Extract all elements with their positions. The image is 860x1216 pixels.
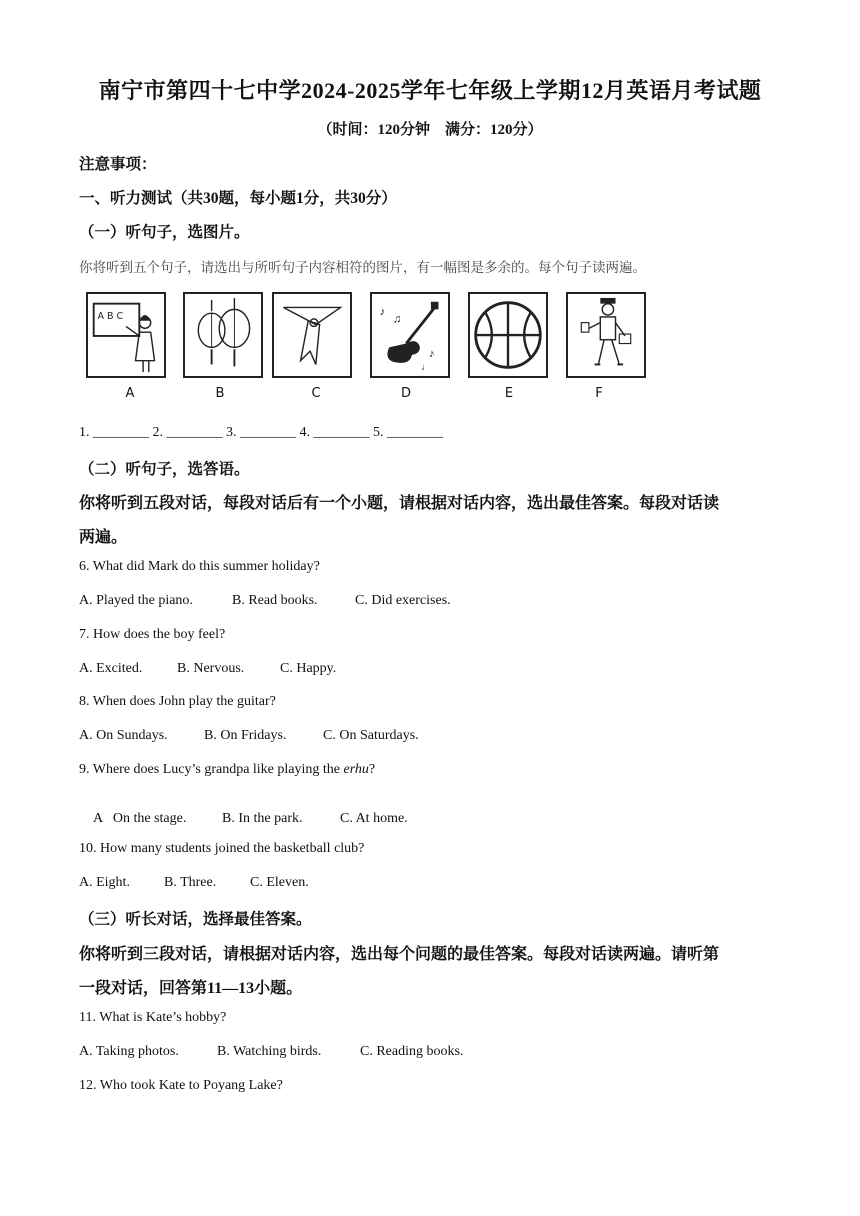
postman-icon xyxy=(568,294,644,376)
options-9 xyxy=(79,795,408,843)
option-9c: C. At home. xyxy=(340,811,408,826)
lanterns-icon xyxy=(185,294,261,376)
option-9b: B. In the park. xyxy=(222,811,303,826)
exam-subtitle: （时间：120分钟 满分：120分） xyxy=(317,122,543,138)
sec3-heading: （三）听长对话，选择最佳答案。 xyxy=(79,911,312,928)
question-10: 10. How many students joined the basketball club? xyxy=(79,841,365,856)
sec2-instruction-line2: 两遍。 xyxy=(79,529,128,546)
option-11c: C. Reading books. xyxy=(360,1044,464,1059)
options-8 xyxy=(79,728,419,744)
picture-label-b: B xyxy=(215,386,225,401)
picture-label-d: D xyxy=(400,386,411,401)
exam-title: 南宁市第四十七中学2024-2025学年七年级上学期12月英语月考试题 xyxy=(98,78,762,103)
svg-text:♪: ♪ xyxy=(429,347,435,360)
part1-heading: 一、听力测试（共30题，每小题1分，共30分） xyxy=(79,190,397,207)
question-12: 12. Who took Kate to Poyang Lake? xyxy=(79,1078,283,1093)
picture-label-e: E xyxy=(504,386,514,401)
option-9a: A On the stage. xyxy=(93,811,187,826)
option-6a: A. Played the piano. xyxy=(79,593,193,608)
option-7c: C. Happy. xyxy=(280,661,337,676)
sec1-heading: （一）听句子，选图片。 xyxy=(79,224,250,241)
basketball-icon xyxy=(470,294,546,376)
options-6 xyxy=(79,593,451,609)
question-8: 8. When does John play the guitar? xyxy=(79,694,276,709)
sec2-instruction-line1: 你将听到五段对话，每段对话后有一个小题，请根据对话内容，选出最佳答案。每段对话读 xyxy=(79,495,720,512)
svg-text:♪: ♪ xyxy=(379,306,386,319)
picture-label-f: F xyxy=(595,386,603,401)
options-11 xyxy=(79,1044,463,1060)
svg-text:♫: ♫ xyxy=(392,313,402,326)
options-10 xyxy=(79,875,309,891)
option-10c: C. Eleven. xyxy=(250,875,309,890)
sec2-heading: （二）听句子，选答语。 xyxy=(79,461,250,478)
notice-heading: 注意事项： xyxy=(79,156,157,173)
option-6c: C. Did exercises. xyxy=(355,593,451,608)
question-9-erhu: erhu xyxy=(343,762,369,777)
picture-d xyxy=(370,292,450,378)
option-8b: B. On Fridays. xyxy=(204,728,287,743)
teacher-at-blackboard-icon xyxy=(88,294,164,376)
picture-e xyxy=(468,292,548,378)
picture-label-c: C xyxy=(311,386,321,401)
option-11a: A. Taking photos. xyxy=(79,1044,179,1059)
picture-label-a: A xyxy=(125,386,135,401)
option-7b: B. Nervous. xyxy=(177,661,245,676)
picture-a xyxy=(86,292,166,378)
answer-blanks: 1. ________ 2. ________ 3. ________ 4. ________ 5. ________ xyxy=(79,425,443,440)
picture-f xyxy=(566,292,646,378)
svg-text:♩: ♩ xyxy=(421,363,431,374)
option-6b: B. Read books. xyxy=(232,593,318,608)
sec1-instruction: 你将听到五个句子，请选出与所听句子内容相符的图片，有一幅图是多余的。每个句子读两遍。 xyxy=(79,260,646,275)
sec3-instruction-line2: 一段对话，回答第11—13小题。 xyxy=(79,980,303,997)
option-8c: C. On Saturdays. xyxy=(323,728,419,743)
picture-choices xyxy=(86,292,666,402)
picture-b xyxy=(183,292,263,378)
picture-c xyxy=(272,292,352,378)
guitar-with-notes-icon xyxy=(372,294,448,376)
option-8a: A. On Sundays. xyxy=(79,728,168,743)
svg-text:A B C: A B C xyxy=(97,310,124,322)
question-7: 7. How does the boy feel? xyxy=(79,627,226,642)
options-7 xyxy=(79,661,336,677)
question-9 xyxy=(79,762,375,778)
option-10a: A. Eight. xyxy=(79,875,130,890)
sec3-instruction-line1: 你将听到三段对话，请根据对话内容，选出每个问题的最佳答案。每段对话读两遍。请听第 xyxy=(79,946,720,963)
option-7a: A. Excited. xyxy=(79,661,143,676)
question-11: 11. What is Kate’s hobby? xyxy=(79,1010,227,1025)
question-9-text: 9. Where does Lucy’s grandpa like playing the xyxy=(79,762,344,777)
question-9-mark: ? xyxy=(368,762,376,777)
option-11b: B. Watching birds. xyxy=(217,1044,322,1059)
option-10b: B. Three. xyxy=(164,875,217,890)
scarf-icon xyxy=(274,294,350,376)
question-6: 6. What did Mark do this summer holiday? xyxy=(79,559,320,574)
